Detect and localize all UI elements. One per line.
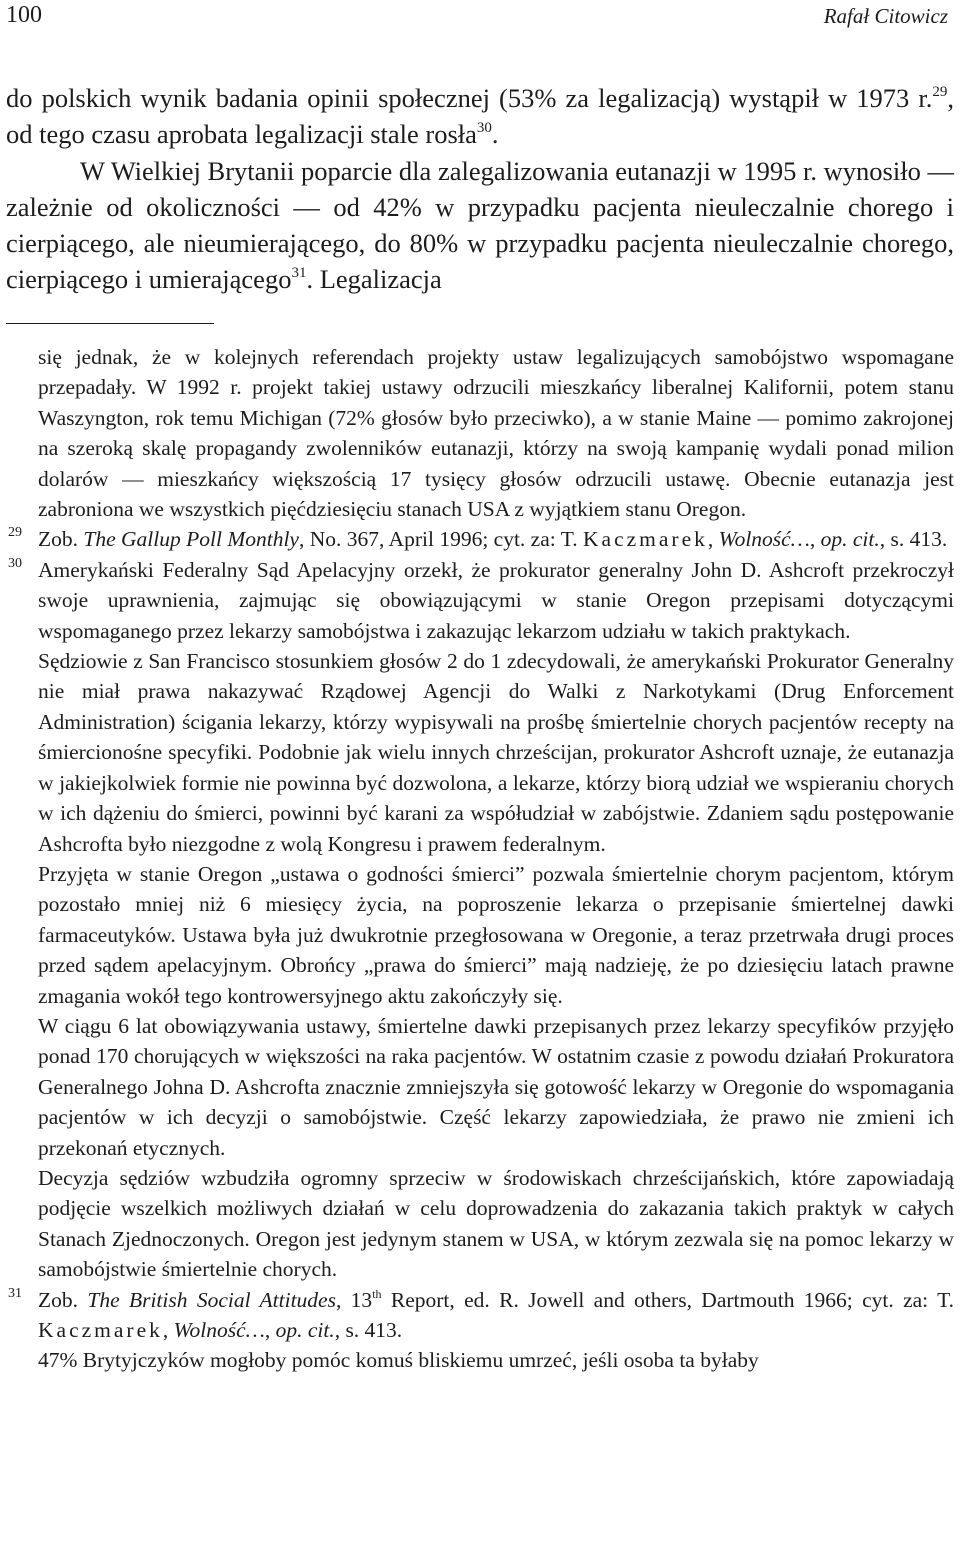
page-number: 100 bbox=[6, 2, 42, 28]
footnote-paragraph bbox=[8, 524, 954, 554]
footnote-paragraph bbox=[8, 1285, 955, 1346]
footnote-paragraph: Przyjęta w stanie Oregon „ustawa o godności śmierci” pozwala śmiertelnie chorym pacjentom, którym pozostało mniej niż 6 miesięcy życia, na poproszenie lekarza o przepisanie śmiertelnej dawki farmaceutyków. Ustawa była już dwukrotnie przegłosowana w Oregonie, a teraz przetrwała drugi proces przed sądem apelacyjnym. Obrońcy „prawa do śmierci” mają nadzieję, że po dziesięciu latach prawne zmagania wokół tego kontrowersyjnego aktu zakończyły się. bbox=[38, 861, 954, 1008]
footnote-text: Report, ed. R. Jowell and others, Dartmouth 1966; cyt. za: T. bbox=[381, 1287, 955, 1312]
ordinal-suffix: th bbox=[372, 1286, 382, 1301]
footnote-paragraph: Decyzja sędziów wzbudziła ogromny sprzeciw w środowiskach chrześcijańskich, które zapowiadają podjęcie wszelkich możliwych działań w celu doprowadzenia do zakazania takich praktyk w całych Stanach Zjednoczonych. Oregon jest jedynym stanem w USA, w którym zezwala się na pomoc lekarzy w samobójstwie śmiertelnie chorych. bbox=[38, 1165, 954, 1282]
footnote-29 bbox=[8, 524, 954, 554]
footnotes bbox=[8, 342, 955, 1376]
footnote-text: Zob. bbox=[38, 527, 84, 552]
footnote-paragraph: 47% Brytyjczyków mogłoby pomóc komuś bliskiemu umrzeć, jeśli osoba ta byłaby bbox=[38, 1348, 759, 1373]
footnote-continuation: się jednak, że w kolejnych referendach projekty ustaw legalizujących samobójstwo wspomagane przepadały. W 1992 r. projekt takiej ustawy odrzucili mieszkańcy liberalnej Kalifornii, potem stanu Waszyngton, rok temu Michigan (72% głosów było przeciwko), a w stanie Maine — pomimo zakrojonej na szeroką skalę propagandy zwolenników eutanazji, którzy na swoją kampanię wydali ponad milion dolarów — mieszkańcy większością 17 tysięcy głosów odrzucili ustawę. Obecnie eutanazja jest zabroniona we wszystkich pięćdziesięciu stanach USA z wyjątkiem stanu Oregon. bbox=[38, 345, 954, 522]
footnote-paragraph: W ciągu 6 lat obowiązywania ustawy, śmiertelne dawki przepisanych przez lekarzy specyfików przyjęło ponad 170 chorujących w większości na raka pacjentów. W ostatnim czasie z powodu działań Prokuratora Generalnego Johna D. Ashcrofta znacznie zmniejszyła się gotowość lekarzy w Oregonie do wspomagania pacjentów w ich decyzji o samobójstwie. Część lekarzy zapowiedziała, że prawo nie zmieni ich przekonań etycznych. bbox=[38, 1013, 954, 1160]
running-header bbox=[6, 0, 948, 34]
main-text-segment: . bbox=[491, 119, 499, 150]
main-paragraph bbox=[6, 153, 954, 298]
running-author: Rafał Citowicz bbox=[823, 4, 948, 28]
main-text-segment: . Legalizacja bbox=[306, 264, 442, 295]
footnote-text: , bbox=[264, 1318, 276, 1342]
footnote-separator bbox=[6, 323, 214, 324]
footnote-text: , No. 367, April 1996; cyt. za: T. bbox=[298, 527, 584, 552]
footnote-30 bbox=[8, 555, 954, 1285]
footnote-31 bbox=[8, 1285, 955, 1376]
main-text-segment: W Wielkiej Brytanii poparcie dla zalegalizowania eutanazji w 1995 r. wynosiło — zależnie od okoliczności — od 42% w przypadku pacjenta nieuleczalnie chorego i cierpiącego, ale nieumierającego, do 80% w przypadku pacjenta nieuleczalnie chorego, cierpiącego i umierającego bbox=[6, 155, 954, 295]
footnote-text: Zob. bbox=[38, 1287, 88, 1312]
author-name: Kaczmarek bbox=[583, 527, 708, 552]
main-paragraph bbox=[6, 80, 954, 153]
source-title: The Gallup Poll Monthly bbox=[83, 527, 299, 552]
footnote-text: , bbox=[707, 527, 719, 552]
op-cit: op. cit. bbox=[820, 527, 880, 552]
main-text-segment: , od tego czasu aprobata legalizacji stale rosła bbox=[6, 83, 954, 150]
footnote-ref[interactable]: 29 bbox=[932, 84, 948, 100]
work-title: Wolność… bbox=[718, 527, 810, 552]
footnote-number: 30 bbox=[8, 555, 22, 571]
footnote-text: , s. 413. bbox=[879, 527, 948, 552]
op-cit: op. cit. bbox=[275, 1318, 335, 1342]
footnote-number: 31 bbox=[8, 1285, 22, 1301]
work-title: Wolność… bbox=[173, 1318, 265, 1342]
footnote-text: , bbox=[162, 1318, 174, 1342]
footnote-ref[interactable]: 31 bbox=[291, 265, 307, 282]
footnote-text: , s. 413. bbox=[334, 1318, 403, 1342]
footnote-paragraph: Sędziowie z San Francisco stosunkiem głosów 2 do 1 zdecydowali, że amerykański Prokurator Generalny nie miał prawa nakazywać Rządowej Agencji do Walki z Narkotykami (Drug Enforcement Administration) ścigania lekarzy, którzy wypisywali na prośbę śmiertelnie chorych pacjentów recepty na śmiercionośne specyfiki. Podobnie jak wielu innych chrześcijan, prokurator Ashcroft uznaje, że eutanazja w jakiejkolwiek formie nie powinna być dozwolona, a lekarze, którzy biorą udział we wspieraniu chorych w ich dążeniu do śmierci, powinni być karani za współudział w zabójstwie. Zdaniem sądu postępowanie Ashcrofta było niezgodne z wolą Kongresu i prawem federalnym. bbox=[38, 649, 954, 856]
footnote-paragraph bbox=[8, 555, 954, 646]
footnote-text: Amerykański Federalny Sąd Apelacyjny orzekł, że prokurator generalny John D. Ashcroft przekroczył swoje uprawnienia, zajmując się obowiązującymi w stanie Oregon przepisami dotyczącymi wspomaganego przez lekarzy samobójstwa i zakazując lekarzom udziału w takich praktykach. bbox=[38, 557, 954, 643]
footnote-ref[interactable]: 30 bbox=[476, 120, 492, 137]
footnote-text: , 13 bbox=[335, 1287, 373, 1312]
footnote-number: 29 bbox=[8, 525, 22, 541]
main-text bbox=[6, 80, 954, 298]
footnote-text: , bbox=[809, 527, 821, 552]
main-text-segment: do polskich wynik badania opinii społecznej (53% za legalizacją) wystąpił w 1973 r. bbox=[6, 83, 933, 113]
source-title: The British Social Attitudes bbox=[87, 1287, 336, 1312]
author-name: Kaczmarek bbox=[38, 1318, 163, 1342]
